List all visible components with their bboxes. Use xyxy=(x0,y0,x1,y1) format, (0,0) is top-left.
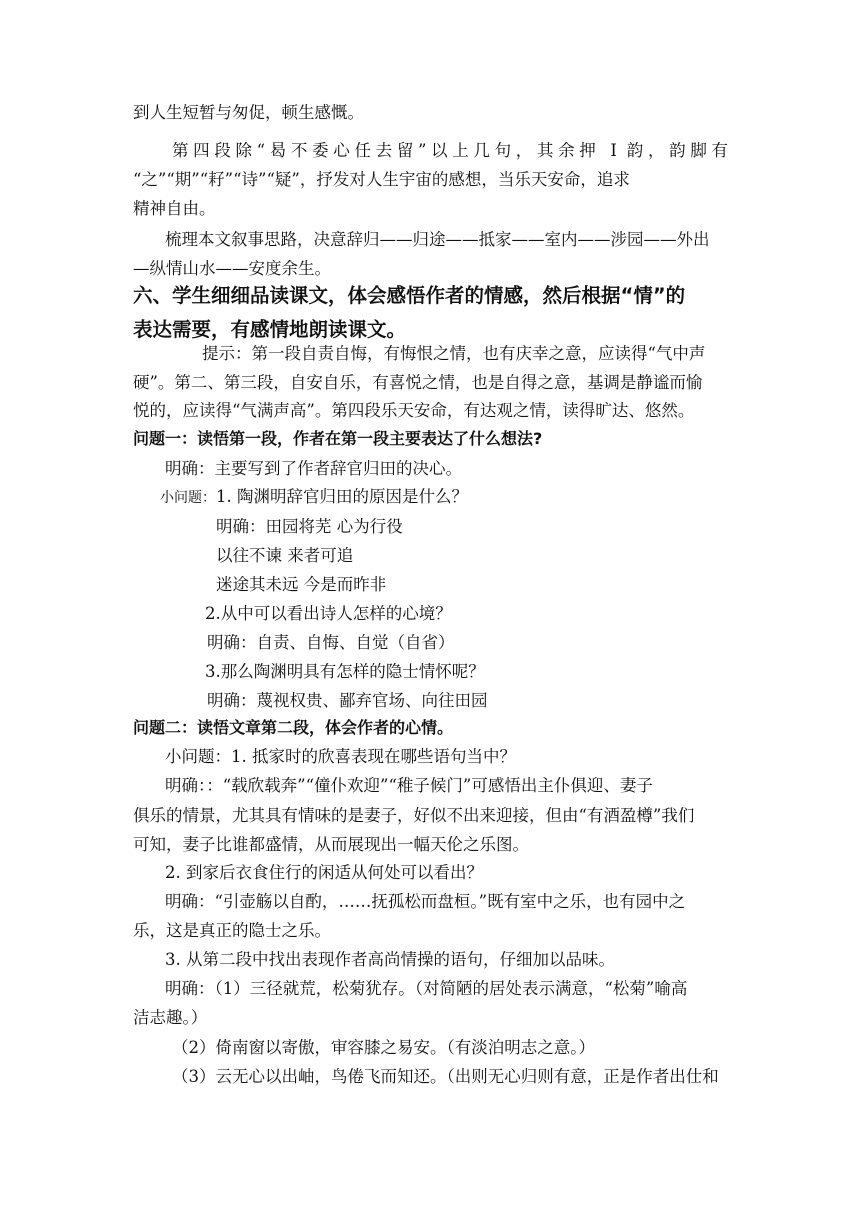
text-line: （2）倚南窗以寄傲，审容膝之易安。（有淡泊明志之意。） xyxy=(172,1038,595,1057)
text-line: “之”“期”“耔”“诗”“疑”，抒发对人生宇宙的感想，当乐天安命，追求 xyxy=(133,170,630,189)
text-line: 3. 从第二段中找出表现作者高尚情操的语句，仔细加以品味。 xyxy=(165,950,615,969)
text-line: 俱乐的情景，尤其具有情味的是妻子，好似不出来迎接，但由“有酒盈樽”我们 xyxy=(133,806,695,825)
text-line: 小问题：1. 抵家时的欣喜表现在哪些语句当中？ xyxy=(165,747,516,766)
text-line: 到人生短暂与匆促，顿生感慨。 xyxy=(133,103,364,122)
text-line: 明确：自责、自悔、自觉（自省） xyxy=(207,633,455,652)
section-heading: 表达需要，有感情地朗读课文。 xyxy=(133,318,407,341)
section-heading: 六、学生细细品读课文，体会感悟作者的情感，然后根据“情”的 xyxy=(133,284,686,307)
text-line: 可知，妻子比谁都盛情，从而展现出一幅天伦之乐图。 xyxy=(133,835,529,854)
question-heading: 问题一：读悟第一段，作者在第一段主要表达了什么想法? xyxy=(133,429,543,448)
question-heading: 问题二：读悟文章第二段，体会作者的心情。 xyxy=(133,718,454,737)
text-line: 明确：田园将芜 心为行役 xyxy=(216,517,403,536)
text-line: 悦的，应读得“气满声高”。第四段乐天安命，有达观之情，读得旷达、悠然。 xyxy=(133,401,695,420)
text-line: 明确：：“载欣载奔”“僮仆欢迎”“稚子候门”可感悟出主仆俱迎、妻子 xyxy=(165,776,653,795)
text-line: 3.那么陶渊明具有怎样的隐士情怀呢？ xyxy=(205,662,485,681)
text-line: 2. 到家后衣食住行的闲适从何处可以看出？ xyxy=(165,863,483,882)
text-line: 迷途其未远 今是而昨非 xyxy=(216,575,387,594)
text-line: 以往不谏 来者可追 xyxy=(216,546,354,565)
text-line: —纵情山水——安度余生。 xyxy=(133,259,331,278)
text-line: 洁志趣。） xyxy=(133,1008,208,1027)
text-line: （3）云无心以出岫，鸟倦飞而知还。（出则无心归则有意，正是作者出仕和 xyxy=(172,1067,719,1086)
sub-question-text: 1. 陶渊明辞官归田的原因是什么？ xyxy=(216,487,468,506)
text-line: 2.从中可以看出诗人怎样的心境？ xyxy=(205,604,452,623)
text-line: 明确：主要写到了作者辞官归田的决心。 xyxy=(165,459,462,478)
text-line: 明确：“引壶觞以自酌，……抚孤松而盘桓。”既有室中之乐，也有园中之 xyxy=(165,892,686,911)
sub-question-prefix: 小问题： xyxy=(160,490,216,506)
text-line: 明确：（1）三径就荒，松菊犹存。（对简陋的居处表示满意，“松菊”喻高 xyxy=(165,979,688,998)
text-line: 梳理本文叙事思路，决意辞归——归途——抵家——室内——涉园——外出 xyxy=(165,230,710,249)
text-line: 提示：第一段自责自悔，有悔恨之情，也有庆幸之意，应读得“气中声 xyxy=(202,344,706,363)
text-line: 硬”。第二、第三段，自安自乐，有喜悦之情，也是自得之意，基调是静谧而愉 xyxy=(133,373,703,392)
text-line: 第四段除“曷不委心任去留”以上几句，其余押 I 韵，韵脚有 xyxy=(172,141,728,160)
text-line: 明确：蔑视权贵、鄙弃官场、向往田园 xyxy=(207,691,488,710)
text-line: 乐，这是真正的隐士之乐。 xyxy=(133,921,331,940)
text-line xyxy=(160,486,468,509)
text-line: 精神自由。 xyxy=(133,199,216,218)
